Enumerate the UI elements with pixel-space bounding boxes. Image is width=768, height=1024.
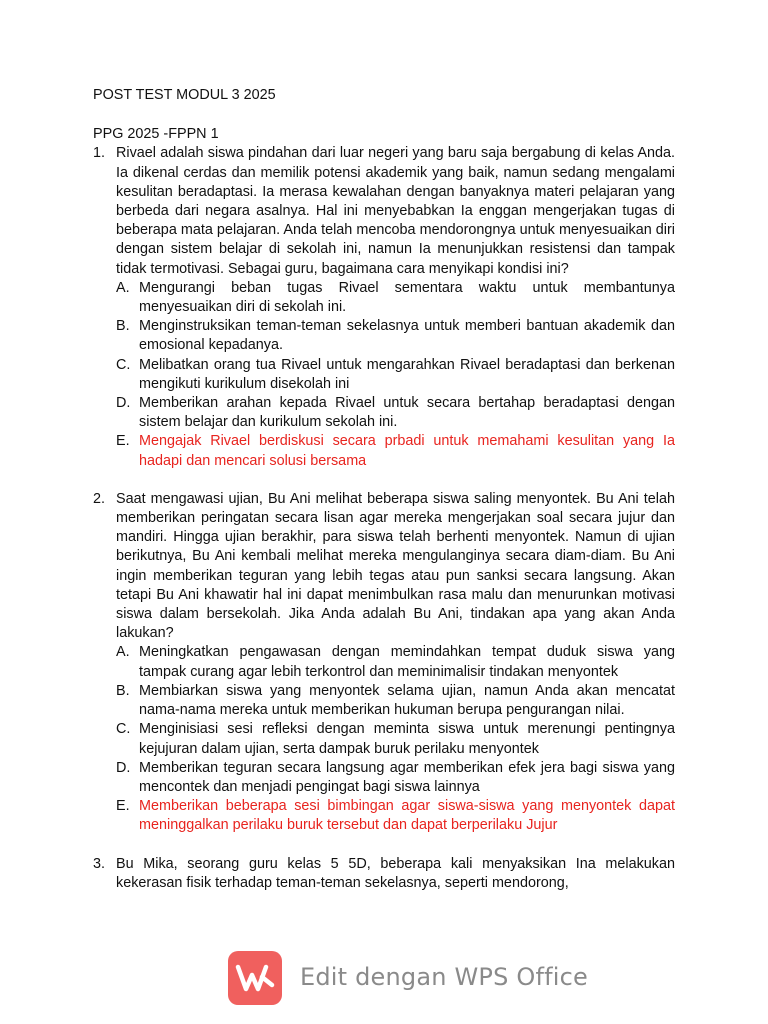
- question-text: Rivael adalah siswa pindahan dari luar negeri yang baru saja bergabung di kelas Anda. Ia dikenal cerdas dan memilik potensi akademik yang baik, namun sedang mengalami kesulitan beradaptasi. Ia merasa kewalahan dengan banyaknya materi pelajaran yang berbeda dari negara asalnya. Hal ini menyebabkan Ia enggan mengerjakan tugas di beberapa mata pelajaran. Anda telah mencoba mendorongnya untuk menyesuaikan diri dengan sistem belajar di sekolah ini, namun Ia menunjukkan resistensi dan tampak tidak termotivasi. Sebagai guru, bagaimana cara menyikapi kondisi ini?: [116, 145, 675, 277]
- option-text: Membiarkan siswa yang menyontek selama ujian, namun Anda akan mencatat nama-nama mereka untuk memberikan hukuman berupa pengurangan nilai.: [139, 682, 675, 719]
- option-text: Menginstruksikan teman-teman sekelasnya untuk memberi bantuan akademik dan emosional kepadanya.: [139, 318, 675, 354]
- option-text: Memberikan teguran secara langsung agar memberikan efek jera bagi siswa yang mencontek dan menjadi pengingat bagi siswa lainnya: [139, 759, 675, 795]
- option-letter: D.: [116, 395, 131, 412]
- question-text: Bu Mika, seorang guru kelas 5 5D, beberapa kali menyaksikan Ina melakukan kekerasan fisik terhadap teman-teman sekelasnya, seperti mendorong,: [116, 855, 675, 891]
- option-list: [116, 279, 675, 471]
- option-letter: D.: [116, 759, 131, 776]
- option-c: [116, 720, 675, 758]
- document-page: [93, 86, 675, 893]
- option-c: [116, 356, 675, 394]
- correct-answer-text: Mengajak Rivael berdiskusi secara prbadi untuk memahami kesulitan yang Ia hadapi dan mencari solusi bersama: [139, 433, 675, 469]
- option-text: Melibatkan orang tua Rivael untuk mengarahkan Rivael beradaptasi dan berkenan mengikuti kurikulum disekolah ini: [139, 356, 675, 392]
- option-text: Menginisiasi sesi refleksi dengan meminta siswa untuk merenungi pentingnya kejujuran dalam ujian, serta dampak buruk perilaku menyontek: [139, 721, 675, 757]
- option-text: Memberikan arahan kepada Rivael untuk secara bertahap beradaptasi dengan sistem belajar dan kurikulum sekolah ini.: [139, 395, 675, 431]
- watermark-text: Edit dengan WPS Office: [300, 963, 588, 992]
- option-d: [116, 759, 675, 797]
- question-number: 1.: [93, 145, 106, 162]
- option-letter: A.: [116, 279, 130, 296]
- option-e: [116, 432, 675, 470]
- question-2: [93, 490, 675, 836]
- option-letter: E.: [116, 433, 130, 450]
- option-d: [116, 394, 675, 432]
- option-e: [116, 797, 675, 835]
- question-text: Saat mengawasi ujian, Bu Ani melihat beberapa siswa saling menyontek. Bu Ani telah memberikan peringatan secara lisan agar mereka mengerjakan soal secara jujur dan mandiri. Hingga ujian berakhir, para siswa telah berhenti menyontek. Namun di ujian berikutnya, Bu Ani kembali melihat mereka mengulanginya secara diam-diam. Bu Ani ingin memberikan teguran yang lebih tegas atau pun sanksi secara langsung. Akan tetapi Bu Ani khawatir hal ini dapat menimbulkan rasa malu dan menurunkan motivasi siswa dalam bersekolah. Jika Anda adalah Bu Ani, tindakan apa yang akan Anda lakukan?: [116, 490, 675, 642]
- option-letter: B.: [116, 318, 130, 335]
- option-b: [116, 682, 675, 720]
- wps-watermark: [228, 951, 588, 1005]
- option-b: [116, 317, 675, 355]
- option-letter: B.: [116, 682, 130, 699]
- option-a: [116, 643, 675, 681]
- option-text: Meningkatkan pengawasan dengan memindahkan tempat duduk siswa yang tampak curang agar lebih terkontrol dan meminimalisir tindakan menyontek: [139, 644, 675, 680]
- option-letter: C.: [116, 721, 131, 738]
- option-letter: A.: [116, 644, 130, 661]
- question-number: 2.: [93, 490, 106, 507]
- option-text: Mengurangi beban tugas Rivael sementara waktu untuk membantunya menyesuaikan diri di sekolah ini.: [139, 279, 675, 316]
- option-a: [116, 279, 675, 317]
- option-letter: E.: [116, 798, 130, 815]
- option-list: [116, 643, 675, 835]
- correct-answer-text: Memberikan beberapa sesi bimbingan agar siswa-siswa yang menyontek dapat meninggalkan perilaku buruk tersebut dan dapat berperilaku Jujur: [139, 798, 675, 834]
- question-3: [93, 855, 675, 893]
- question-1: [93, 144, 675, 470]
- option-letter: C.: [116, 356, 131, 373]
- document-subtitle: PPG 2025 -FPPN 1: [93, 126, 219, 143]
- question-number: 3.: [93, 855, 106, 872]
- wps-logo-icon: [228, 951, 282, 1005]
- document-title: POST TEST MODUL 3 2025: [93, 87, 276, 103]
